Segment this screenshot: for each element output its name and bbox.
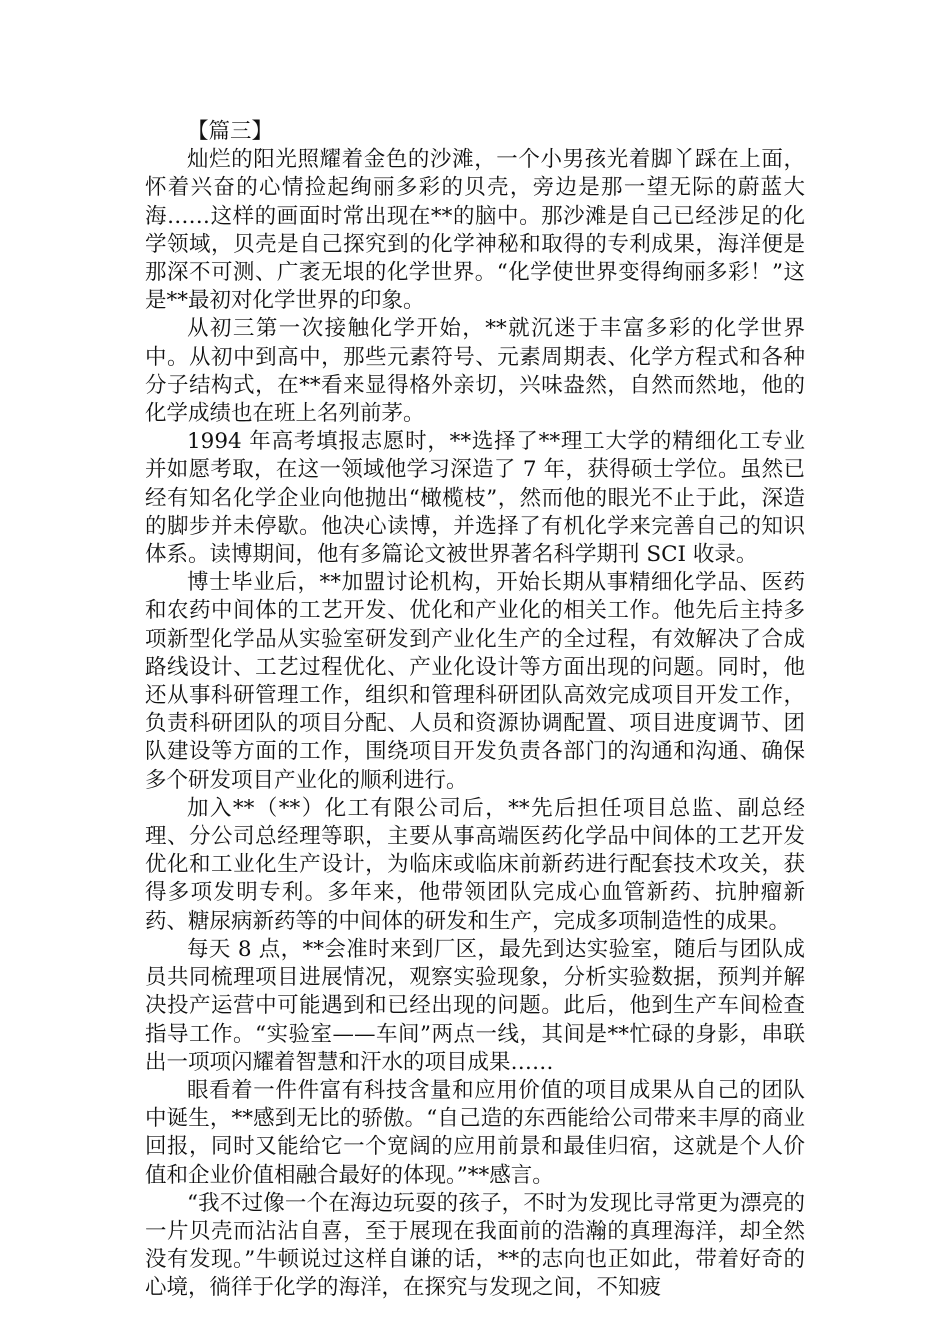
paragraph-4: 博士毕业后，**加盟讨论机构，开始长期从事精细化学品、医药和农药中间体的工艺开发、优化和产业化的相关工作。他先后主持多项新型化学品从实验室研发到产业化生产的全过程，有效解决了合成路线设计、工艺过程优化、产业化设计等方面出现的问题。同时，他还从事科研管理工作，组织和管理科研团队高效完成项目开发工作，负责科研团队的项目分配、人员和资源协调配置、项目进度调节、团队建设等方面的工作，围绕项目开发负责各部门的沟通和沟通、确保多个研发项目产业化的顺利进行。 xyxy=(145,570,805,793)
paragraph-8: “我不过像一个在海边玩耍的孩子，不时为发现比寻常更为漂亮的一片贝壳而沾沾自喜，至于展现在我面前的浩瀚的真理海洋，却全然没有发现。”牛顿说过这样自谦的话，**的志向也正如此，带着好奇的心境，徜徉于化学的海洋，在探究与发现之间，不知疲 xyxy=(145,1190,805,1301)
paragraph-5: 加入**（**）化工有限公司后，**先后担任项目总监、副总经理、分公司总经理等职，主要从事高端医药化学品中间体的工艺开发优化和工业化生产设计，为临床或临床前新药进行配套技术攻关，获得多项发明专利。多年来，他带领团队完成心血管新药、抗肿瘤新药、糖尿病新药等的中间体的研发和生产，完成多项制造性的成果。 xyxy=(145,795,805,934)
paragraph-3: 1994 年高考填报志愿时，**选择了**理工大学的精细化工专业并如愿考取，在这一领域他学习深造了 7 年，获得硕士学位。虽然已经有知名化学企业向他抛出“橄榄枝”，然而他的眼光不止于此，深造的脚步并未停歇。他决心读博，并选择了有机化学来完善自己的知识体系。读博期间，他有多篇论文被世界著名科学期刊 SCI 收录。 xyxy=(145,429,805,568)
document-page xyxy=(145,118,805,1303)
paragraph-1: 灿烂的阳光照耀着金色的沙滩，一个小男孩光着脚丫踩在上面，怀着兴奋的心情捡起绚丽多彩的贝壳，旁边是那一望无际的蔚蓝大海……这样的画面时常出现在**的脑中。那沙滩是自己已经涉足的化学领域，贝壳是自己探究到的化学神秘和取得的专利成果，海洋便是那深不可测、广袤无垠的化学世界。“化学使世界变得绚丽多彩！”这是**最初对化学世界的印象。 xyxy=(145,147,805,314)
paragraph-6: 每天 8 点，**会准时来到厂区，最先到达实验室，随后与团队成员共同梳理项目进展情况，观察实验现象，分析实验数据，预判并解决投产运营中可能遇到和已经出现的问题。此后，他到生产车间检查指导工作。“实验室——车间”两点一线，其间是**忙碌的身影，串联出一项项闪耀着智慧和汗水的项目成果…… xyxy=(145,936,805,1075)
section-heading: 【篇三】 xyxy=(187,119,274,144)
paragraph-7: 眼看着一件件富有科技含量和应用价值的项目成果从自己的团队中诞生，**感到无比的骄傲。“自己造的东西能给公司带来丰厚的商业回报，同时又能给它一个宽阔的应用前景和最佳归宿，这就是个人价值和企业价值相融合最好的体现。”**感言。 xyxy=(145,1077,805,1188)
paragraph-2: 从初三第一次接触化学开始，**就沉迷于丰富多彩的化学世界中。从初中到高中，那些元素符号、元素周期表、化学方程式和各种分子结构式，在**看来显得格外亲切，兴味盎然，自然而然地，他的化学成绩也在班上名列前茅。 xyxy=(145,316,805,427)
